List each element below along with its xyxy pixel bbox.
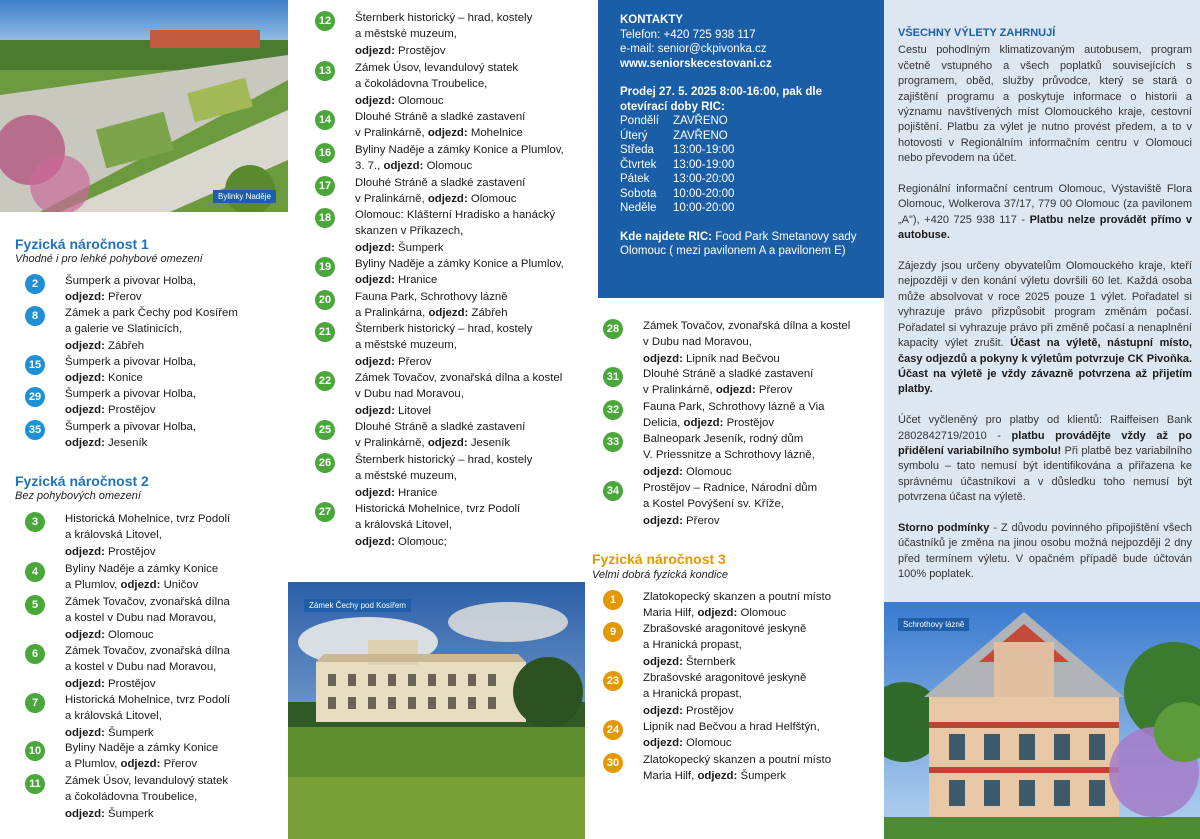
trip-line: Zámek a park Čechy pod Kosířem [65, 307, 238, 319]
trip-number-badge: 24 [603, 720, 623, 740]
contacts-sale: Prodej 27. 5. 2025 8:00-16:00, pak dle otevírací doby RIC: [620, 86, 823, 113]
trip-departure: a Plumlov, odjezd: Uničov [65, 579, 199, 592]
trip-departure: odjezd: Přerov [355, 355, 432, 368]
trip-number-badge: 9 [603, 622, 623, 642]
trip-text [355, 175, 590, 208]
trip-departure: odjezd: Šumperk [65, 807, 154, 820]
trip-text [643, 318, 865, 367]
trip-text [65, 305, 275, 354]
trip-line: v Dubu nad Moravou, [643, 336, 752, 349]
trip-line: Dlouhé Stráně a sladké zastavení [643, 368, 814, 380]
ric-label: Kde najdete RIC: [620, 230, 713, 243]
trip-text [643, 366, 865, 399]
trip-departure: odjezd: Zábřeh [65, 339, 145, 352]
trip-number-badge: 6 [25, 644, 45, 664]
trip-number-badge: 4 [25, 562, 45, 582]
trip-line: a Hranická propast, [643, 688, 742, 701]
trip-text [65, 354, 275, 387]
trip-number-badge: 30 [603, 753, 623, 773]
hours-time: 10:00-20:00 [673, 187, 735, 200]
trip-number-badge: 25 [315, 420, 335, 440]
contacts-email[interactable]: e-mail: senior@ckpivonka.cz [620, 43, 767, 55]
trip-number-badge: 22 [315, 371, 335, 391]
trip-line: Fauna Park, Schrothovy lázně [355, 291, 508, 303]
trip-line: a galerie ve Slatinicích, [65, 323, 183, 336]
trip-text [355, 419, 590, 452]
trip-text [65, 594, 285, 643]
photo-schrothovy [884, 602, 1200, 839]
trip-line: v Dubu nad Moravou, [355, 388, 464, 401]
section3-title: Fyzická náročnost 3 [592, 551, 726, 567]
trip-departure: odjezd: Lipník nad Bečvou [643, 352, 780, 365]
trip-departure: odjezd: Olomouc [65, 628, 154, 641]
trip-line: Olomouc: Klášterní Hradisko a hanácký [355, 209, 556, 221]
trip-line: Balneopark Jeseník, rodný dům [643, 433, 804, 445]
trip-text [355, 207, 590, 256]
trip-line: Byliny Naděje a zámky Konice [65, 563, 219, 575]
hours-row [620, 172, 862, 187]
photo-caption: Schrothovy lázně [898, 618, 969, 631]
trip-line: Šumperk a pivovar Holba, [65, 356, 197, 368]
trip-item [603, 480, 865, 529]
trip-text [355, 289, 590, 322]
trip-line: Historická Mohelnice, tvrz Podolí [65, 513, 231, 525]
trip-departure: odjezd: Olomouc [643, 465, 732, 478]
trip-line: Dlouhé Stráně a sladké zastavení [355, 421, 526, 433]
trip-text [65, 740, 285, 773]
trip-number-badge: 19 [315, 257, 335, 277]
trip-text [65, 273, 275, 306]
trip-item [25, 386, 275, 419]
hours-time: 10:00-20:00 [673, 202, 735, 214]
trip-departure: odjezd: Prostějov [643, 704, 734, 717]
trip-number-badge: 15 [25, 355, 45, 375]
trip-text [355, 501, 590, 550]
trip-departure: odjezd: Přerov [643, 514, 720, 527]
trip-line: Lipník nad Bečvou a hrad Helfštýn, [643, 721, 820, 733]
trip-line: Šumperk a pivovar Holba, [65, 275, 197, 287]
hours-time: ZAVŘENO [673, 115, 728, 127]
photo-bylinky [0, 0, 288, 212]
trip-number-badge: 20 [315, 290, 335, 310]
trip-number-badge: 7 [25, 693, 45, 713]
hours-day: Čtvrtek [620, 158, 657, 171]
trip-line: Zámek Tovačov, zvonařská dílna a kostel [643, 320, 851, 332]
contacts-box [598, 0, 884, 298]
garden-image [0, 0, 288, 212]
trip-item [25, 740, 285, 773]
ric-text: Food Park Smetanovy sady Olomouc ( mezi pavilonem A a pavilonem E) [620, 230, 857, 257]
column-2 [288, 0, 598, 839]
trip-number-badge: 1 [603, 590, 623, 610]
trip-line: Zbrašovské aragonitové jeskyně [643, 672, 807, 684]
trip-line: a kostel v Dubu nad Moravou, [65, 612, 217, 625]
trip-number-badge: 31 [603, 367, 623, 387]
hours-day: Úterý [620, 129, 648, 142]
trip-departure: Maria Hilf, odjezd: Olomouc [643, 607, 787, 620]
photo-caption: Zámek Čechy pod Kosířem [304, 599, 411, 612]
trip-number-badge: 14 [315, 110, 335, 130]
trip-departure: odjezd: Olomouc [355, 94, 444, 107]
trip-departure: a Plumlov, odjezd: Přerov [65, 758, 198, 771]
trip-item [25, 561, 285, 594]
trip-departure: v Pralinkárně, odjezd: Přerov [643, 384, 793, 397]
trip-number-badge: 35 [25, 420, 45, 440]
trip-number-badge: 8 [25, 306, 45, 326]
trip-line: Šumperk a pivovar Holba, [65, 421, 197, 433]
trip-line: Šumperk a pivovar Holba, [65, 388, 197, 400]
hours-row [620, 143, 862, 158]
hours-time: 13:00-19:00 [673, 144, 735, 156]
trip-number-badge: 27 [315, 502, 335, 522]
trip-item [315, 256, 590, 289]
trip-line: Fauna Park, Schrothovy lázně a Via [643, 401, 825, 413]
trip-line: a královská Litovel, [65, 529, 162, 542]
trip-item [315, 370, 590, 419]
trip-text [355, 452, 590, 501]
trip-item [603, 399, 865, 432]
hours-day: Neděle [620, 202, 657, 214]
spa-building-image [884, 602, 1200, 839]
trip-number-badge: 32 [603, 400, 623, 420]
trip-line: Zlatokopecký skanzen a poutní místo [643, 754, 832, 766]
trip-line: Dlouhé Stráně a sladké zastavení [355, 177, 526, 189]
trip-line: a královská Litovel, [65, 710, 162, 723]
trip-line: Zbrašovské aragonitové jeskyně [643, 623, 807, 635]
trip-line: Šternberk historický – hrad, kostely [355, 12, 533, 24]
trip-line: Zámek Tovačov, zvonařská dílna [65, 645, 230, 657]
photo-caption: Bylinky Naděje [213, 190, 276, 203]
trip-item [603, 621, 865, 670]
trip-line: Historická Mohelnice, tvrz Podolí [65, 694, 231, 706]
trip-departure: odjezd: Šumperk [355, 241, 444, 254]
trip-line: Dlouhé Stráně a sladké zastavení [355, 111, 526, 123]
trip-number-badge: 2 [25, 274, 45, 294]
trip-item [25, 354, 275, 387]
trip-text [643, 480, 865, 529]
trip-number-badge: 28 [603, 319, 623, 339]
trip-number-badge: 18 [315, 208, 335, 228]
trip-line: a městské muzeum, [355, 470, 457, 483]
trip-item [603, 670, 865, 719]
trip-text [355, 321, 590, 370]
info-p4: Účet vyčleněný pro platby od klientů: Raiffeisen Bank 2802842719/2010 - platbu provádějte vždy až po přidělení variabilního symbolu! Při platbě bez variabilního symbolu – tato nemusí být identifikována a přiřazena ke správnému účastníkovi a v důsledku toho nemusí být potvrzena účast na výletě. [898, 414, 1192, 504]
trip-text [355, 142, 590, 175]
hours-row [620, 158, 862, 173]
trip-text [643, 670, 865, 719]
trip-text [355, 370, 590, 419]
trip-text [355, 256, 590, 289]
trip-text [355, 60, 590, 109]
trip-item [603, 366, 865, 399]
trip-line: a Kostel Povýšení sv. Kříže, [643, 498, 784, 511]
trip-item [25, 419, 275, 452]
trip-item [315, 109, 590, 142]
trip-number-badge: 33 [603, 432, 623, 452]
trip-line: Šternberk historický – hrad, kostely [355, 323, 533, 335]
trip-text [355, 10, 590, 59]
hours-row [620, 187, 862, 202]
section2-subtitle: Bez pohybových omezení [15, 490, 141, 502]
opening-hours [620, 114, 862, 216]
trip-line: a královská Litovel, [355, 519, 452, 532]
hours-day: Středa [620, 144, 654, 156]
trip-number-badge: 23 [603, 671, 623, 691]
trip-departure: odjezd: Prostějov [65, 677, 156, 690]
trip-departure: v Pralinkárně, odjezd: Mohelnice [355, 127, 523, 140]
hours-day: Sobota [620, 187, 657, 200]
trip-line: a městské muzeum, [355, 28, 457, 41]
trip-departure: v Pralinkárně, odjezd: Jeseník [355, 437, 511, 450]
trip-departure: odjezd: Šumperk [65, 726, 154, 739]
hours-time: 13:00-20:00 [673, 173, 735, 185]
hours-time: ZAVŘENO [673, 129, 728, 142]
trip-departure: odjezd: Šternberk [643, 655, 736, 668]
section1-title: Fyzická náročnost 1 [15, 236, 149, 252]
trip-item [315, 175, 590, 208]
trip-text [643, 752, 865, 785]
trip-number-badge: 26 [315, 453, 335, 473]
contacts-web[interactable]: www.seniorskecestovani.cz [620, 57, 772, 70]
trip-number-badge: 17 [315, 176, 335, 196]
section3-subtitle: Velmi dobrá fyzická kondice [592, 569, 728, 581]
trip-item [315, 10, 590, 59]
trip-item [315, 419, 590, 452]
trip-item [603, 589, 865, 622]
trip-line: a čokoládovna Troubelice, [355, 78, 488, 91]
trip-text [643, 431, 865, 480]
hours-row [620, 201, 862, 216]
trip-text [643, 399, 865, 432]
trip-text [65, 773, 285, 822]
hours-time: 13:00-19:00 [673, 158, 735, 171]
column-4 [884, 0, 1200, 839]
section1-subtitle: Vhodné i pro lehké pohybové omezení [15, 253, 203, 265]
contacts-phone: Telefon: +420 725 938 117 [620, 28, 756, 41]
trip-item [603, 719, 865, 752]
column-3 [592, 0, 884, 839]
trip-item [315, 321, 590, 370]
trip-departure: odjezd: Hranice [355, 274, 438, 287]
trip-departure: Maria Hilf, odjezd: Šumperk [643, 770, 787, 783]
trip-departure: odjezd: Hranice [355, 486, 438, 499]
trip-text [65, 561, 285, 594]
trip-text [65, 511, 285, 560]
trip-number-badge: 29 [25, 387, 45, 407]
trip-line: a městské muzeum, [355, 339, 457, 352]
trip-line: Zámek Úsov, levandulový statek [355, 62, 519, 74]
trip-departure: odjezd: Olomouc; [355, 535, 447, 548]
trip-departure: odjezd: Olomouc [643, 737, 732, 750]
trip-item [25, 643, 285, 692]
trip-line: Zlatokopecký skanzen a poutní místo [643, 591, 832, 603]
photo-cechy [288, 582, 585, 839]
trip-departure: odjezd: Prostějov [65, 404, 156, 417]
info-p2: Regionální informační centrum Olomouc, Výstaviště Flora Olomouc, Wolkerova 37/17, 779 00 Olomouc (za pavilonem „A"), +420 725 938 117 - Platbu nelze provádět přímo v autobuse. [898, 183, 1192, 242]
trip-item [315, 142, 590, 175]
trip-number-badge: 12 [315, 11, 335, 31]
hours-row [620, 129, 862, 144]
trip-text [355, 109, 590, 142]
trip-item [315, 60, 590, 109]
trip-line: Šternberk historický – hrad, kostely [355, 454, 533, 466]
trip-item [25, 305, 275, 354]
trip-departure: a Pralinkárna, odjezd: Zábřeh [355, 307, 508, 320]
trip-text [643, 621, 865, 670]
section2-title: Fyzická náročnost 2 [15, 473, 149, 489]
info-p3: Zájezdy jsou určeny obyvatelům Olomouckého kraje, kteří nejpozději v den konání výletu dovršili 60 let. Každá osoba může absolvovat v roce 2025 pouze 1 výlet. Pořadatel si vyhrazuje právo přizpůsobit program změnám počasí. Pořadatel si vyhrazuje právo při změně počasí a nenaplnění kapacity výlet zrušit. Účast na výletě, nástupní místo, časy odjezdů a pokyny k výletům potvrzuje CK Pivoňka. Účast na výletě je vždy závazně potvrzena až přijetím platby. [898, 260, 1193, 396]
hours-row [620, 114, 862, 129]
info-p5: Storno podmínky - Z důvodu povinného připojištění všech účastníků je změna na jinou osobu možná nejpozději 2 dny před termínem výletu. V opačném případě bude účtován 100% poplatek. [898, 521, 1192, 581]
trip-item [315, 452, 590, 501]
trip-line: Byliny Naděje a zámky Konice [65, 742, 219, 754]
trip-item [315, 207, 590, 256]
trip-departure: Delicia, odjezd: Prostějov [643, 417, 775, 430]
trip-departure: 3. 7., odjezd: Olomouc [355, 160, 473, 173]
trip-number-badge: 10 [25, 741, 45, 761]
trip-number-badge: 13 [315, 61, 335, 81]
info-text [898, 26, 1192, 598]
trip-number-badge: 3 [25, 512, 45, 532]
trip-item [25, 692, 285, 741]
trip-item [25, 594, 285, 643]
trip-number-badge: 11 [25, 774, 45, 794]
trip-line: Zámek Úsov, levandulový statek [65, 775, 229, 787]
trip-line: a Hranická propast, [643, 639, 742, 652]
ric-location [620, 230, 862, 259]
trip-item [603, 752, 865, 785]
trip-number-badge: 34 [603, 481, 623, 501]
trip-departure: v Pralinkárně, odjezd: Olomouc [355, 193, 517, 206]
trip-line: a kostel v Dubu nad Moravou, [65, 661, 217, 674]
trip-departure: odjezd: Jeseník [65, 437, 148, 450]
trip-line: Prostějov – Radnice, Národní dům [643, 482, 818, 494]
trip-number-badge: 5 [25, 595, 45, 615]
trip-line: Byliny Naděje a zámky Konice a Plumlov, [355, 258, 564, 270]
trip-number-badge: 21 [315, 322, 335, 342]
trip-line: V. Priessnitze a Schrothovy lázně, [643, 449, 815, 462]
trip-line: a čokoládovna Troubelice, [65, 791, 198, 804]
castle-image [288, 582, 585, 839]
trip-number-badge: 16 [315, 143, 335, 163]
trip-text [643, 589, 865, 622]
trip-line: Zámek Tovačov, zvonařská dílna a kostel [355, 372, 563, 384]
contacts-heading: KONTAKTY [620, 14, 684, 26]
trip-departure: odjezd: Prostějov [355, 44, 446, 57]
trip-text [65, 419, 275, 452]
trip-text [643, 719, 865, 752]
trip-item [315, 501, 590, 550]
trip-line: skanzen v Příkazech, [355, 225, 464, 238]
trip-item [603, 318, 865, 367]
column-1 [0, 0, 288, 839]
info-heading: VŠECHNY VÝLETY ZAHRNUJÍ [898, 27, 1056, 39]
trip-item [25, 511, 285, 560]
trip-item [603, 431, 865, 480]
hours-day: Pondělí [620, 115, 660, 127]
trip-line: Byliny Naděje a zámky Konice a Plumlov, [355, 144, 564, 156]
trip-line: Zámek Tovačov, zvonařská dílna [65, 596, 230, 608]
trip-item [315, 289, 590, 322]
trip-departure: odjezd: Přerov [65, 291, 142, 304]
trip-item [25, 273, 275, 306]
trip-text [65, 386, 275, 419]
trip-text [65, 692, 285, 741]
hours-day: Pátek [620, 173, 650, 185]
trip-text [65, 643, 285, 692]
trip-item [25, 773, 285, 822]
info-p1: Cestu pohodlným klimatizovaným autobusem, program včetně vstupného a všech poplatků souvisejících s programem, oběd, služby průvodce, který se stará o zajištění programu a poskytuje informace o historii a významu navštívených míst Olomouckého kraje, cestovní pojištění. Platbu za výlet je nutno provést předem, a to v hotovosti v Regionálním informačním centru v Olomouci nebo převodem na účet. [898, 44, 1192, 165]
trip-departure: odjezd: Konice [65, 372, 143, 385]
trip-line: Historická Mohelnice, tvrz Podolí [355, 503, 521, 515]
trip-departure: odjezd: Litovel [355, 404, 431, 417]
trip-departure: odjezd: Prostějov [65, 545, 156, 558]
